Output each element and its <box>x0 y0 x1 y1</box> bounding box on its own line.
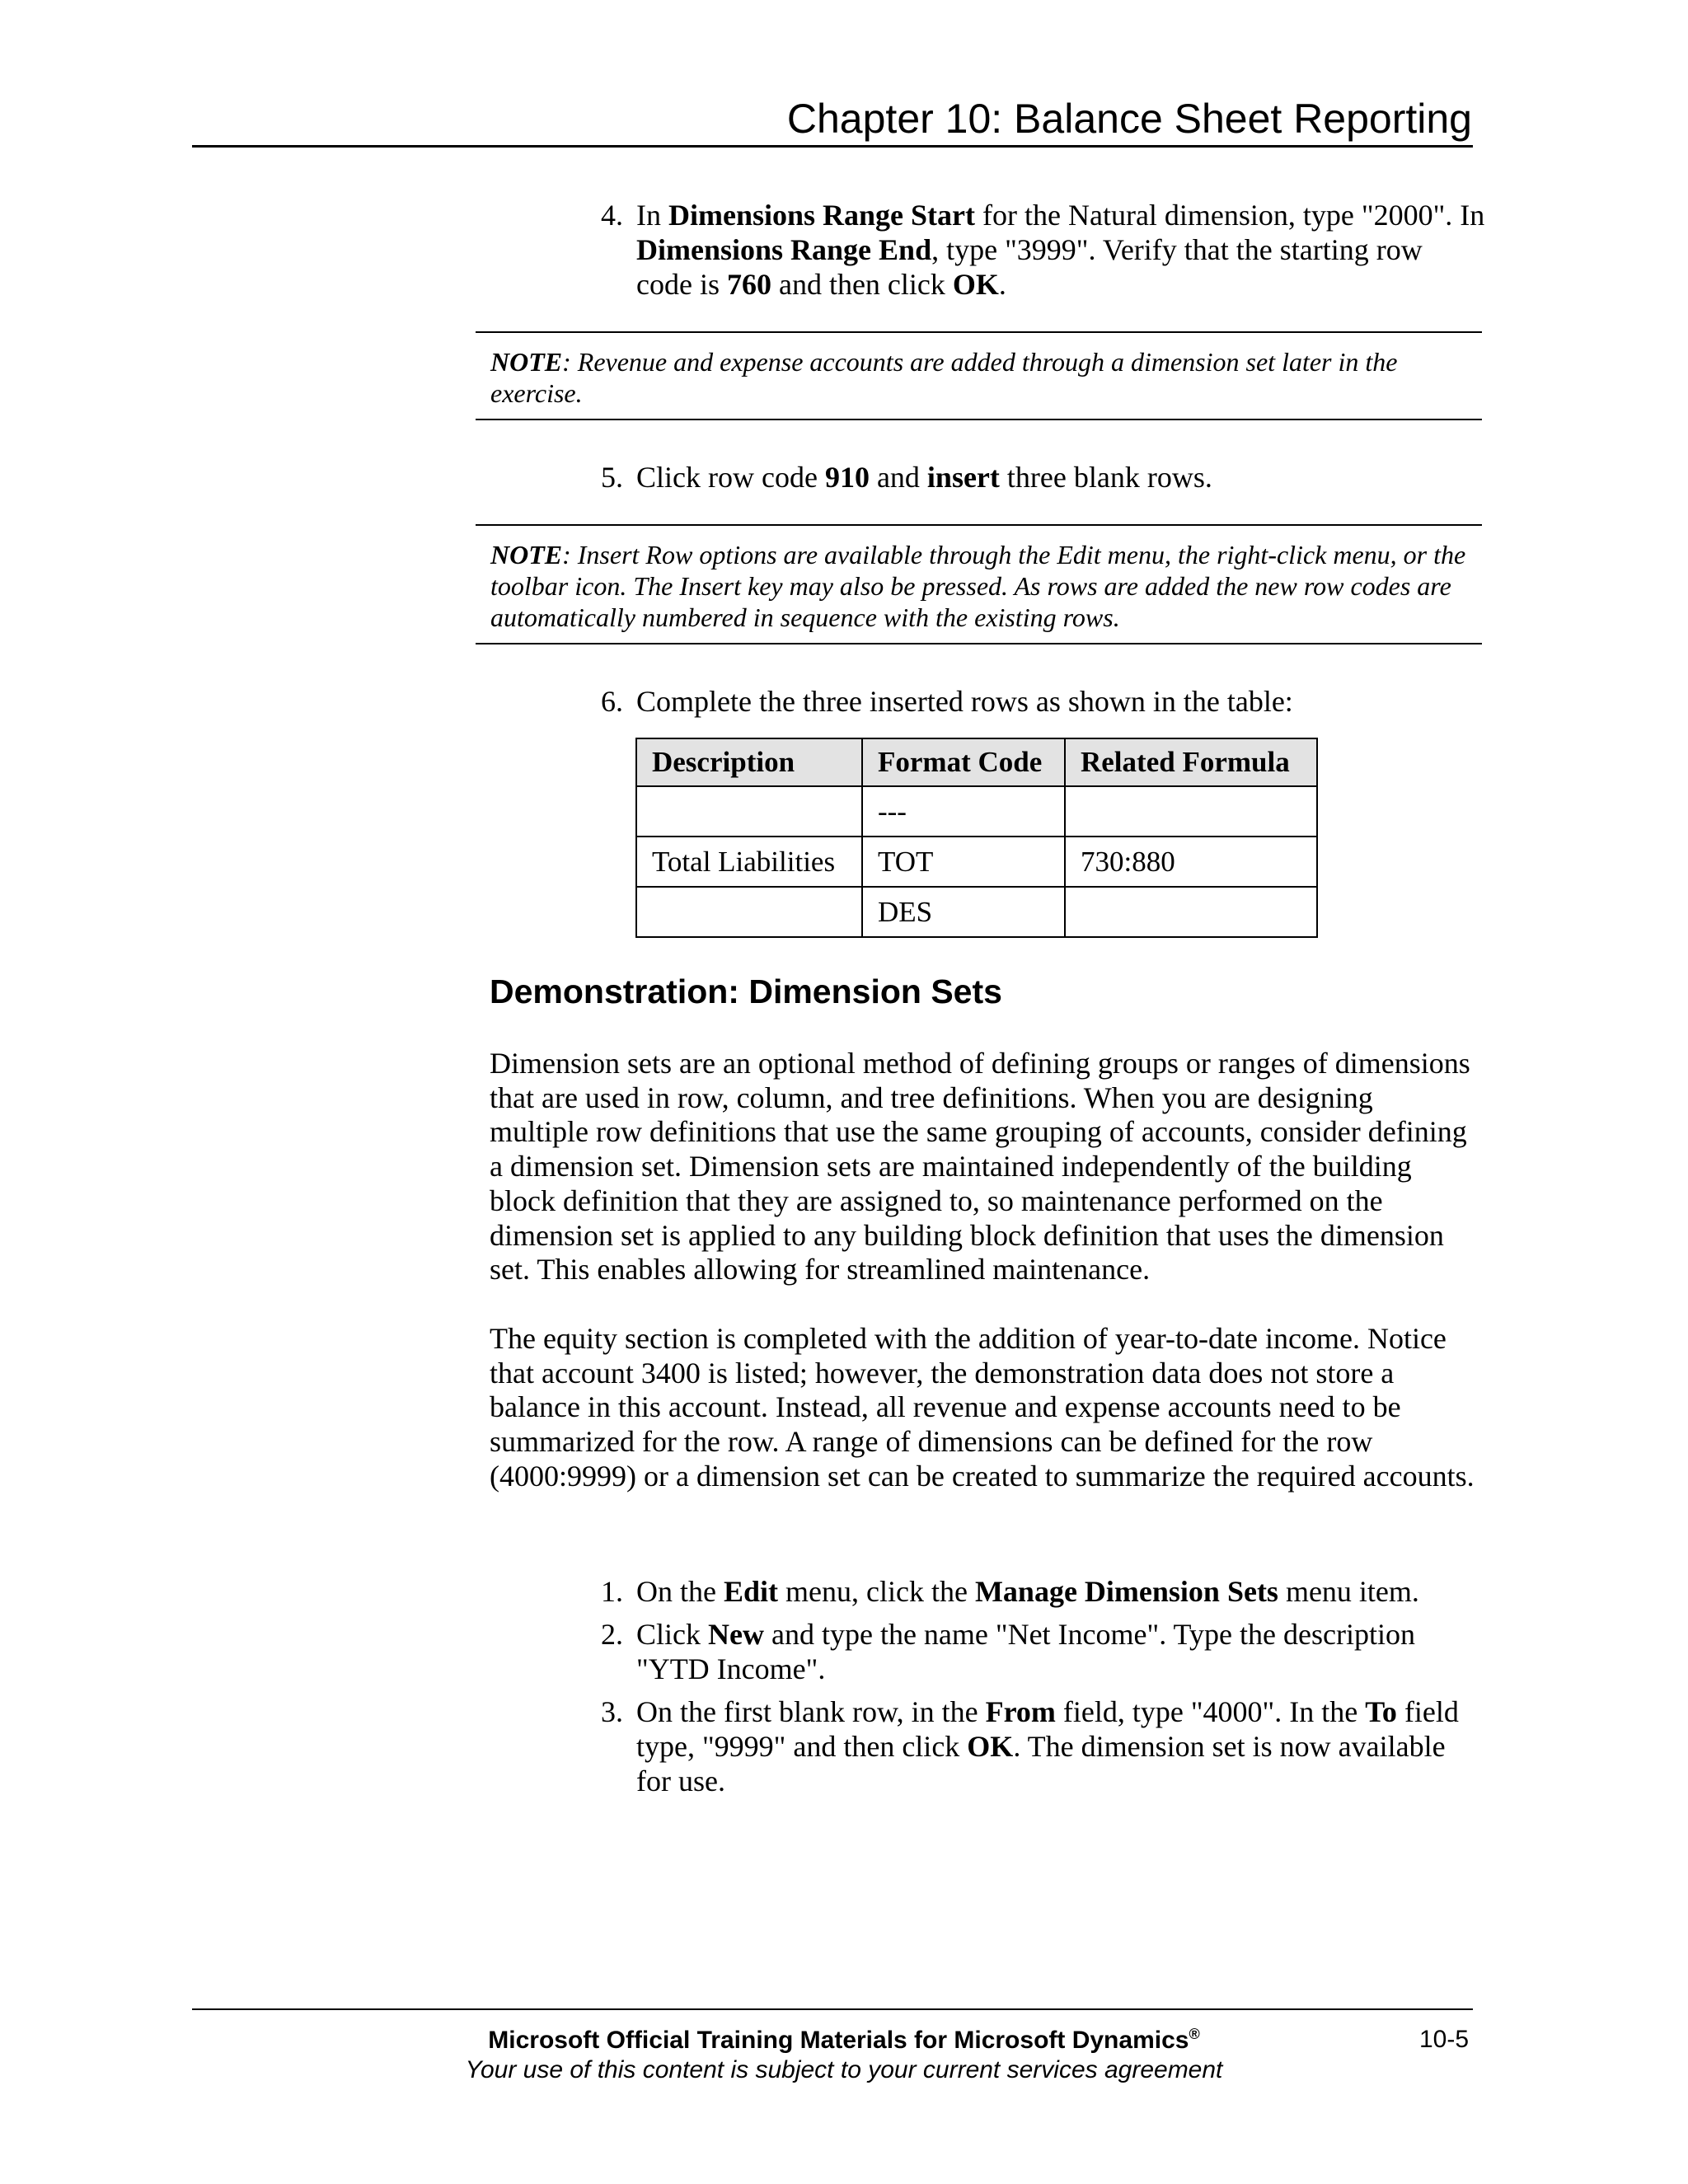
step-text: Click New and type the name "Net Income". Type the description "YTD Income". <box>636 1618 1415 1685</box>
column-header: Format Code <box>862 738 1065 786</box>
step-text: In Dimensions Range Start for the Natural dimension, type "2000". In Dimensions Range End, type "3999". Verify that the starting row code is 760 and then click OK. <box>636 199 1485 301</box>
step-number: 1. <box>601 1575 623 1608</box>
table-cell: DES <box>862 887 1065 937</box>
paragraph: Dimension sets are an optional method of defining groups or ranges of dimensions that are used in row, column, and tree definitions. When you are designing multiple row definitions that use the same grouping of accounts, consider defining a dimension set. Dimension sets are maintained independently of the building block definition that they are assigned to, so maintenance performed on the dimension set is applied to any building block definition that uses the dimension set. This enables allowing for streamlined maintenance. <box>490 1047 1470 1286</box>
step-number: 4. <box>601 199 623 232</box>
table-cell <box>636 887 862 937</box>
table-row <box>636 837 1317 887</box>
chapter-title: Chapter 10: Balance Sheet Reporting <box>786 96 1472 142</box>
section-heading: Demonstration: Dimension Sets <box>490 972 1002 1010</box>
step-number: 2. <box>601 1618 623 1651</box>
table-row <box>636 887 1317 937</box>
footer-divider <box>192 2008 1473 2010</box>
note-box <box>476 524 1482 644</box>
row-definition-table <box>635 738 1318 938</box>
table-cell <box>1065 786 1317 837</box>
step-number: 5. <box>601 461 623 494</box>
table-cell: Total Liabilities <box>636 837 862 887</box>
table-header-row <box>636 738 1317 786</box>
table-cell: --- <box>862 786 1065 837</box>
table-cell: 730:880 <box>1065 837 1317 887</box>
step-text: On the Edit menu, click the Manage Dimension Sets menu item. <box>636 1575 1419 1608</box>
table-cell <box>636 786 862 837</box>
step-text: Complete the three inserted rows as shown in the table: <box>636 685 1293 718</box>
note-text: : Revenue and expense accounts are added through a dimension set later in the exercise. <box>490 347 1398 408</box>
paragraph: The equity section is completed with the addition of year-to-date income. Notice that account 3400 is listed; however, the demonstration data does not store a balance in this account. Instead, all revenue and expense accounts need to be summarized for the row. A range of dimensions can be defined for the row (4000:9999) or a dimension set can be created to summarize the required accounts. <box>490 1322 1475 1493</box>
step-number: 6. <box>601 685 623 718</box>
table-cell: TOT <box>862 837 1065 887</box>
step-text: On the first blank row, in the From field, type "4000". In the To field type, "9999" and then click OK. The dimension set is now available for use. <box>636 1695 1459 1797</box>
footer-title: Microsoft Official Training Materials for Microsoft Dynamics® <box>488 2026 1200 2054</box>
footer-disclaimer: Your use of this content is subject to your current services agreement <box>465 2056 1223 2083</box>
table-cell <box>1065 887 1317 937</box>
column-header: Related Formula <box>1065 738 1317 786</box>
page-number: 10-5 <box>1418 2026 1469 2053</box>
column-header: Description <box>636 738 862 786</box>
step-number: 3. <box>601 1695 623 1728</box>
registered-mark: ® <box>1189 2026 1200 2042</box>
table-row <box>636 786 1317 837</box>
header-divider <box>192 145 1473 148</box>
note-label: NOTE <box>490 540 563 569</box>
note-text: : Insert Row options are available through the Edit menu, the right-click menu, or the toolbar icon. The Insert key may also be pressed. As rows are added the new row codes are automatically numbered in sequence with the existing rows. <box>490 540 1466 632</box>
note-box <box>476 331 1482 420</box>
note-label: NOTE <box>490 347 563 377</box>
step-text: Click row code 910 and insert three blank rows. <box>636 461 1212 494</box>
